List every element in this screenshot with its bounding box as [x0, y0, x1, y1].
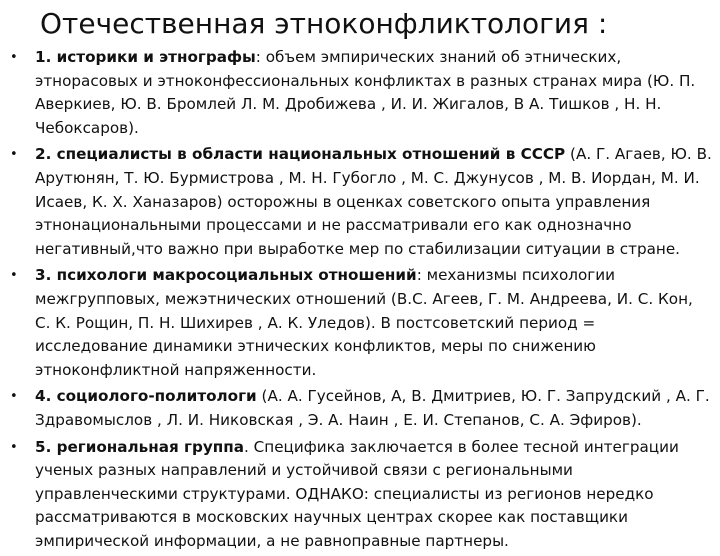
bullet-list	[0, 46, 720, 556]
bullet-icon: •	[10, 147, 18, 163]
bullet-icon: •	[10, 50, 18, 65]
bullet-icon: •	[10, 389, 18, 405]
slide-title: Отечественная этноконфликтология :	[40, 7, 608, 40]
bullet-text: : объем эмпирических знаний об этнических, этнорасовых и этноконфессиональных конфликтах в разных странах мира (Ю. П. Аверкиев, Ю. В. Бромлей Л. М. Дробижева , И. И. Жигалов, В А. Тишков , Н. Н. Чебоксаров).	[35, 48, 696, 137]
bullet-heading: 5. региональная группа	[35, 437, 244, 456]
bullet-text: (А. А. Гусейнов, А, В. Дмитриев, Ю. Г. Запрудский , А. Г. Здравомыслов , Л. И. Никовская , Э. А. Наин , Е. И. Степанов, С. А. Эфиров).	[35, 387, 710, 429]
bullet-heading: 1. историки и этнографы	[35, 48, 256, 66]
bullet-item-2	[0, 143, 720, 261]
bullet-item-4	[0, 385, 720, 432]
bullet-icon: •	[10, 439, 18, 455]
bullet-text: : механизмы психологии межгрупповых, межэтнических отношений (В.С. Агеев, Г. М. Андреева, И. С. Кон, С. К. Рощин, П. Н. Шихирев , А. К. Уледов). В постсоветский период = исследование динамики этнических конфликтов, меры по снижению этноконфликтной напряженности.	[35, 266, 693, 379]
bullet-item-3	[0, 264, 720, 382]
bullet-heading: 2. специалисты в области национальных отношений в СССР	[35, 145, 566, 164]
bullet-icon: •	[10, 268, 18, 284]
bullet-text: . Специфика заключается в более тесной интеграции ученых разных направлений и устойчивой связи с региональными управленческими структурами. ОДНАКО: специалисты из регионов нередко рассматриваются в московских научных центрах скорее как поставщики эмпирической информации, а не равноправные партнеры.	[35, 437, 679, 550]
bullet-heading: 3. психологи макросоциальных отношений	[35, 266, 417, 285]
bullet-item-1	[0, 46, 720, 140]
bullet-text: (А. Г. Агаев, Ю. В. Арутюнян, Т. Ю. Бурмистрова , М. Н. Губогло , М. С. Джунусов , М. В. Иордан, М. И. Исаев, К. Х. Ханазаров) осторожны в оценках советского опыта управления этнонациональными процессами и не рассматривали его как однозначно негативный,что важно при выработке мер по стабилизации ситуации в стране.	[35, 145, 712, 258]
bullet-item-5	[0, 436, 720, 554]
bullet-heading: 4. социолого-политологи	[35, 387, 257, 406]
